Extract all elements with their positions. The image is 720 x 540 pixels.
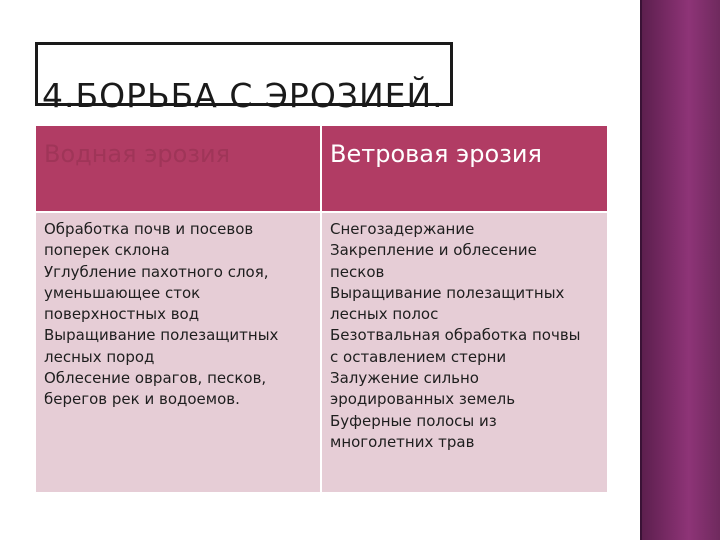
header-cell-water-erosion (36, 126, 320, 211)
header-cell-wind-erosion (322, 126, 607, 211)
list-item: с оставлением стерни (330, 347, 507, 366)
list-item: песков (330, 262, 385, 281)
wind-erosion-measures (330, 219, 581, 453)
list-item: лесных полос (330, 305, 439, 324)
water-erosion-measures (44, 219, 278, 411)
list-item: уменьшающее сток (44, 283, 201, 302)
header-label-water-erosion: Водная эрозия (44, 140, 231, 168)
list-item: Углубление пахотного слоя, (44, 262, 269, 281)
erosion-table (36, 126, 607, 492)
list-item: Выращивание полезащитных (44, 326, 279, 345)
side-decorative-band (642, 0, 720, 540)
header-label-wind-erosion: Ветровая эрозия (330, 140, 542, 168)
list-item: Закрепление и облесение (330, 241, 537, 260)
list-item: берегов рек и водоемов. (44, 390, 240, 409)
body-cell-water-erosion (36, 213, 320, 492)
list-item: Выращивание полезащитных (330, 283, 565, 302)
list-item: лесных пород (44, 347, 155, 366)
list-item: поперек склона (44, 241, 170, 260)
list-item: поверхностных вод (44, 305, 200, 324)
body-cell-wind-erosion (322, 213, 607, 492)
list-item: Обработка почв и посевов (44, 220, 254, 238)
list-item: Облесение оврагов, песков, (44, 369, 267, 388)
list-item: Безотвальная обработка почвы (330, 326, 581, 345)
list-item: Буферные полосы из (330, 411, 497, 430)
list-item: Снегозадержание (330, 220, 475, 238)
list-item: Залужение сильно (330, 369, 479, 388)
slide-title: 4.БОРЬБА С ЭРОЗИЕЙ. (42, 76, 444, 115)
list-item: многолетних трав (330, 432, 475, 451)
list-item: эродированных земель (330, 390, 516, 409)
